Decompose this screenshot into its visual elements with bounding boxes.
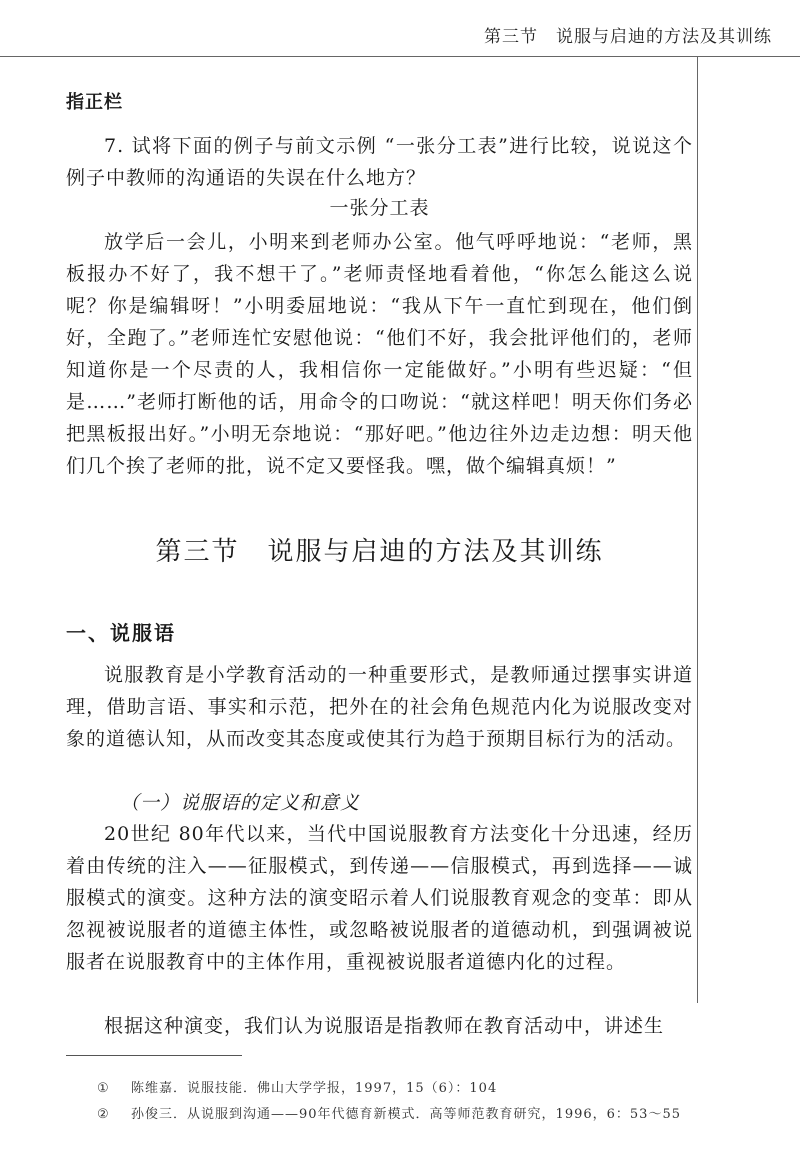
footnote-text: 孙俊三．从说服到沟通——90年代德育新模式．高等师范教育研究，1996，6：53～55 — [131, 1107, 681, 1122]
body-paragraph: 根据这种演变，我们认为说服语是指教师在教育活动中，讲述生 — [104, 1015, 665, 1037]
exercise-prompt: 7. 试将下面的例子与前文示例 “一张分工表”进行比较，说说这个例子中教师的沟通语的失误在什么地方？ — [66, 135, 693, 189]
running-header: 第三节 说服与启迪的方法及其训练 — [484, 27, 772, 47]
margin-rule — [697, 56, 698, 1003]
intro-paragraph: 说服教育是小学教育活动的一种重要形式，是教师通过摆事实讲道理，借助言语、事实和示范，把外在的社会角色规范内化为说服改变对象的道德认知，从而改变其态度或使其行为趋于预期目标行为的活动。 — [66, 664, 693, 750]
footnote — [97, 1103, 681, 1122]
section-title: 第三节 说服与启迪的方法及其训练 — [155, 537, 604, 567]
footnote-mark: ② — [97, 1107, 110, 1122]
footnote-text: 陈维嘉．说服技能．佛山大学学报，1997，15（6）：104 — [131, 1081, 498, 1096]
case-title: 一张分工表 — [329, 197, 430, 219]
body-paragraph: 20世纪 80年代以来，当代中国说服教育方法变化十分迅速，经历着由传统的注入——征服模式，到传递——信服模式，再到选择——诚服模式的演变。这种方法的演变昭示着人们说服教育观念的变革：即从忽视被说服者的道德主体性，或忽略被说服者的道德动机，到强调被说服者在说服教育中的主体作用，重视被说服者道德内化的过程。 — [66, 823, 693, 973]
footnote-rule — [66, 1055, 242, 1056]
sidebar-label: 指正栏 — [66, 92, 123, 113]
case-text: 放学后一会儿，小明来到老师办公室。他气呼呼地说：“老师，黑板报办不好了，我不想干了。”老师责怪地看着他，“你怎么能这么说呢？你是编辑呀！”小明委屈地说：“我从下午一直忙到现在，他们倒好，全跑了。”老师连忙安慰他说：“他们不好，我会批评他们的，老师知道你是一个尽责的人，我相信你一定能做好。”小明有些迟疑：“但是……”老师打断他的话，用命令的口吻说：“就这样吧！明天你们务必把黑板报出好。”小明无奈地说：“那好吧。”他边往外边走边想：明天他们几个挨了老师的批，说不定又要怪我。嘿，做个编辑真烦！” — [66, 231, 693, 477]
subheading: （一）说服语的定义和意义 — [120, 792, 361, 814]
footnote — [97, 1077, 497, 1096]
subsection-title: 一、说服语 — [66, 621, 176, 645]
footnote-mark: ① — [97, 1081, 110, 1096]
header-rule — [0, 56, 800, 57]
